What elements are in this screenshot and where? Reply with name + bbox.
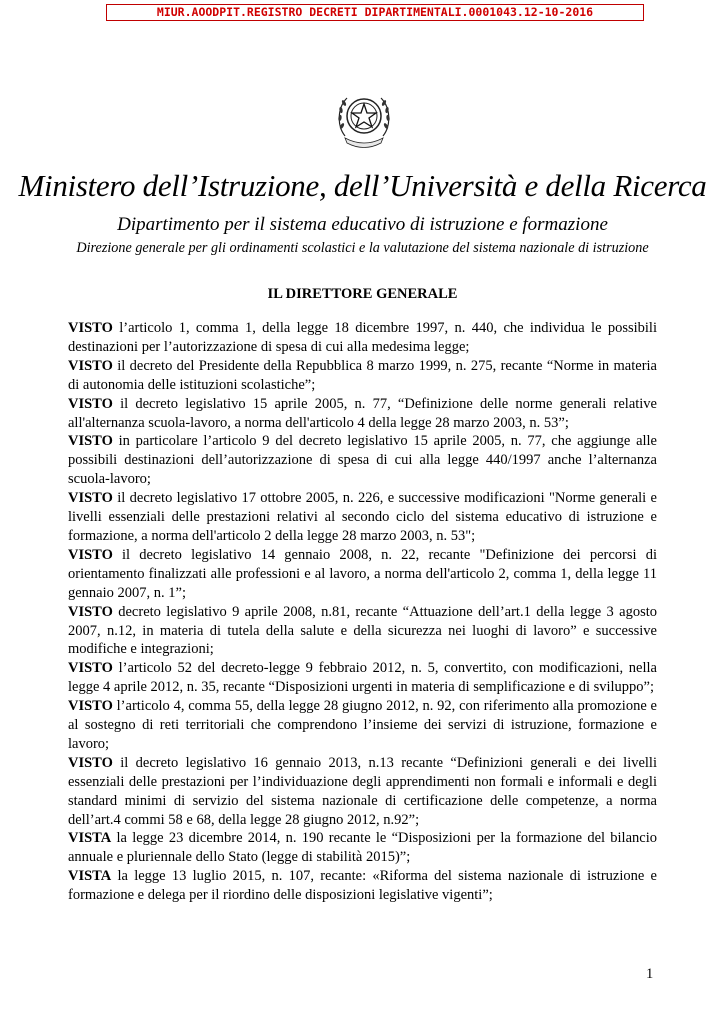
clause-text: il decreto legislativo 15 aprile 2005, n. 77, “Definizione delle norme generali relative all'alternanza scuola-lavoro, a norma dell'articolo 4 della legge 28 marzo 2003, n. 53”; bbox=[68, 395, 657, 431]
clause bbox=[68, 395, 657, 433]
clause-text: la legge 13 luglio 2015, n. 107, recante: «Riforma del sistema nazionale di istruzione e formazione e delega per il riordino delle disposizioni legislative vigenti”; bbox=[68, 868, 657, 904]
clause-text: l’articolo 52 del decreto-legge 9 febbraio 2012, n. 5, convertito, con modificazioni, nella legge 4 aprile 2012, n. 35, recante “Disposizioni urgenti in materia di semplificazione e di sviluppo”; bbox=[68, 660, 657, 696]
clause bbox=[68, 829, 657, 867]
clause-text: il decreto del Presidente della Repubblica 8 marzo 1999, n. 275, recante “Norme in materia di autonomia delle istituzioni scolastiche”; bbox=[68, 357, 657, 393]
clause-keyword: VISTO bbox=[68, 754, 113, 771]
clause-keyword: VISTO bbox=[68, 546, 113, 563]
document-title: IL DIRETTORE GENERALE bbox=[267, 286, 458, 302]
clause-text: la legge 23 dicembre 2014, n. 190 recante le “Disposizioni per la formazione del bilancio annuale e pluriennale dello Stato (legge di stabilità 2015)”; bbox=[68, 830, 657, 866]
clause-keyword: VISTA bbox=[68, 868, 112, 885]
ministry-heading: Ministero dell’Istruzione, dell’Università e della Ricerca bbox=[18, 168, 707, 203]
document-body bbox=[68, 319, 657, 905]
clause-text: in particolare l’articolo 9 del decreto legislativo 15 aprile 2005, n. 77, che aggiunge alle possibili destinazioni dell’autorizzazione di spesa di cui alla legge 440/1997 anche l’alternanza scuola-lavoro; bbox=[68, 433, 657, 488]
clause bbox=[68, 697, 657, 754]
clause bbox=[68, 546, 657, 603]
clause-keyword: VISTO bbox=[68, 395, 113, 412]
clause-text: l’articolo 1, comma 1, della legge 18 dicembre 1997, n. 440, che individua le possibili destinazioni per l’autorizzazione di spesa di cui alla medesima legge; bbox=[68, 320, 657, 355]
clause-keyword: VISTO bbox=[68, 698, 113, 715]
italian-republic-emblem-icon bbox=[333, 86, 395, 150]
department-heading: Dipartimento per il sistema educativo di istruzione e formazione bbox=[117, 214, 608, 235]
clause bbox=[68, 867, 657, 905]
clause-keyword: VISTO bbox=[68, 603, 113, 620]
clause-keyword: VISTO bbox=[68, 320, 113, 336]
clause-keyword: VISTO bbox=[68, 660, 113, 677]
protocol-stamp: MIUR.AOODPIT.REGISTRO DECRETI DIPARTIMENTALI.0001043.12-10-2016 bbox=[106, 4, 644, 21]
clause bbox=[68, 603, 657, 660]
clause-text: decreto legislativo 9 aprile 2008, n.81, recante “Attuazione dell’art.1 della legge 3 agosto 2007, n.12, in materia di tutela della salute e della sicurezza nei luoghi di lavoro” e successive modifiche e integrazioni; bbox=[68, 603, 657, 658]
clause-text: il decreto legislativo 14 gennaio 2008, n. 22, recante "Definizione dei percorsi di orientamento finalizzati alle professioni e al lavoro, a norma dell'articolo 2, comma 1, della legge 11 gennaio 2007, n. 1”; bbox=[68, 546, 657, 601]
clause-keyword: VISTO bbox=[68, 357, 113, 374]
clause-text: l’articolo 4, comma 55, della legge 28 giugno 2012, n. 92, con riferimento alla promozione e al sostegno di reti territoriali che comprendono l’insieme dei servizi di istruzione, formazione e lavoro; bbox=[68, 698, 657, 752]
clause bbox=[68, 754, 657, 830]
clause-keyword: VISTO bbox=[68, 490, 113, 507]
clause bbox=[68, 659, 657, 697]
clause bbox=[68, 432, 657, 489]
clause-keyword: VISTO bbox=[68, 433, 113, 450]
clause bbox=[68, 319, 657, 357]
clause-text: il decreto legislativo 17 ottobre 2005, n. 226, e successive modificazioni "Norme generali e livelli essenziali delle prestazioni relativi al secondo ciclo del sistema educativo di istruzione e formazione, a norma dell'articolo 2 della legge 28 marzo 2003, n. 53"; bbox=[68, 490, 657, 544]
direction-heading: Direzione generale per gli ordinamenti scolastici e la valutazione del sistema nazionale di istruzione bbox=[76, 240, 649, 256]
page-number: 1 bbox=[646, 966, 654, 982]
clause bbox=[68, 357, 657, 395]
clause-keyword: VISTA bbox=[68, 830, 112, 847]
clause-text: il decreto legislativo 16 gennaio 2013, n.13 recante “Definizioni generali e dei livelli essenziali delle prestazioni per l’individuazione degli apprendimenti non formali e informali e degli standard minimi di servizio del sistema nazionale di certificazione delle competenze, a norma dell’art.4 commi 58 e 68, della legge 28 giugno 2012, n.92”; bbox=[68, 754, 657, 828]
clause bbox=[68, 489, 657, 546]
